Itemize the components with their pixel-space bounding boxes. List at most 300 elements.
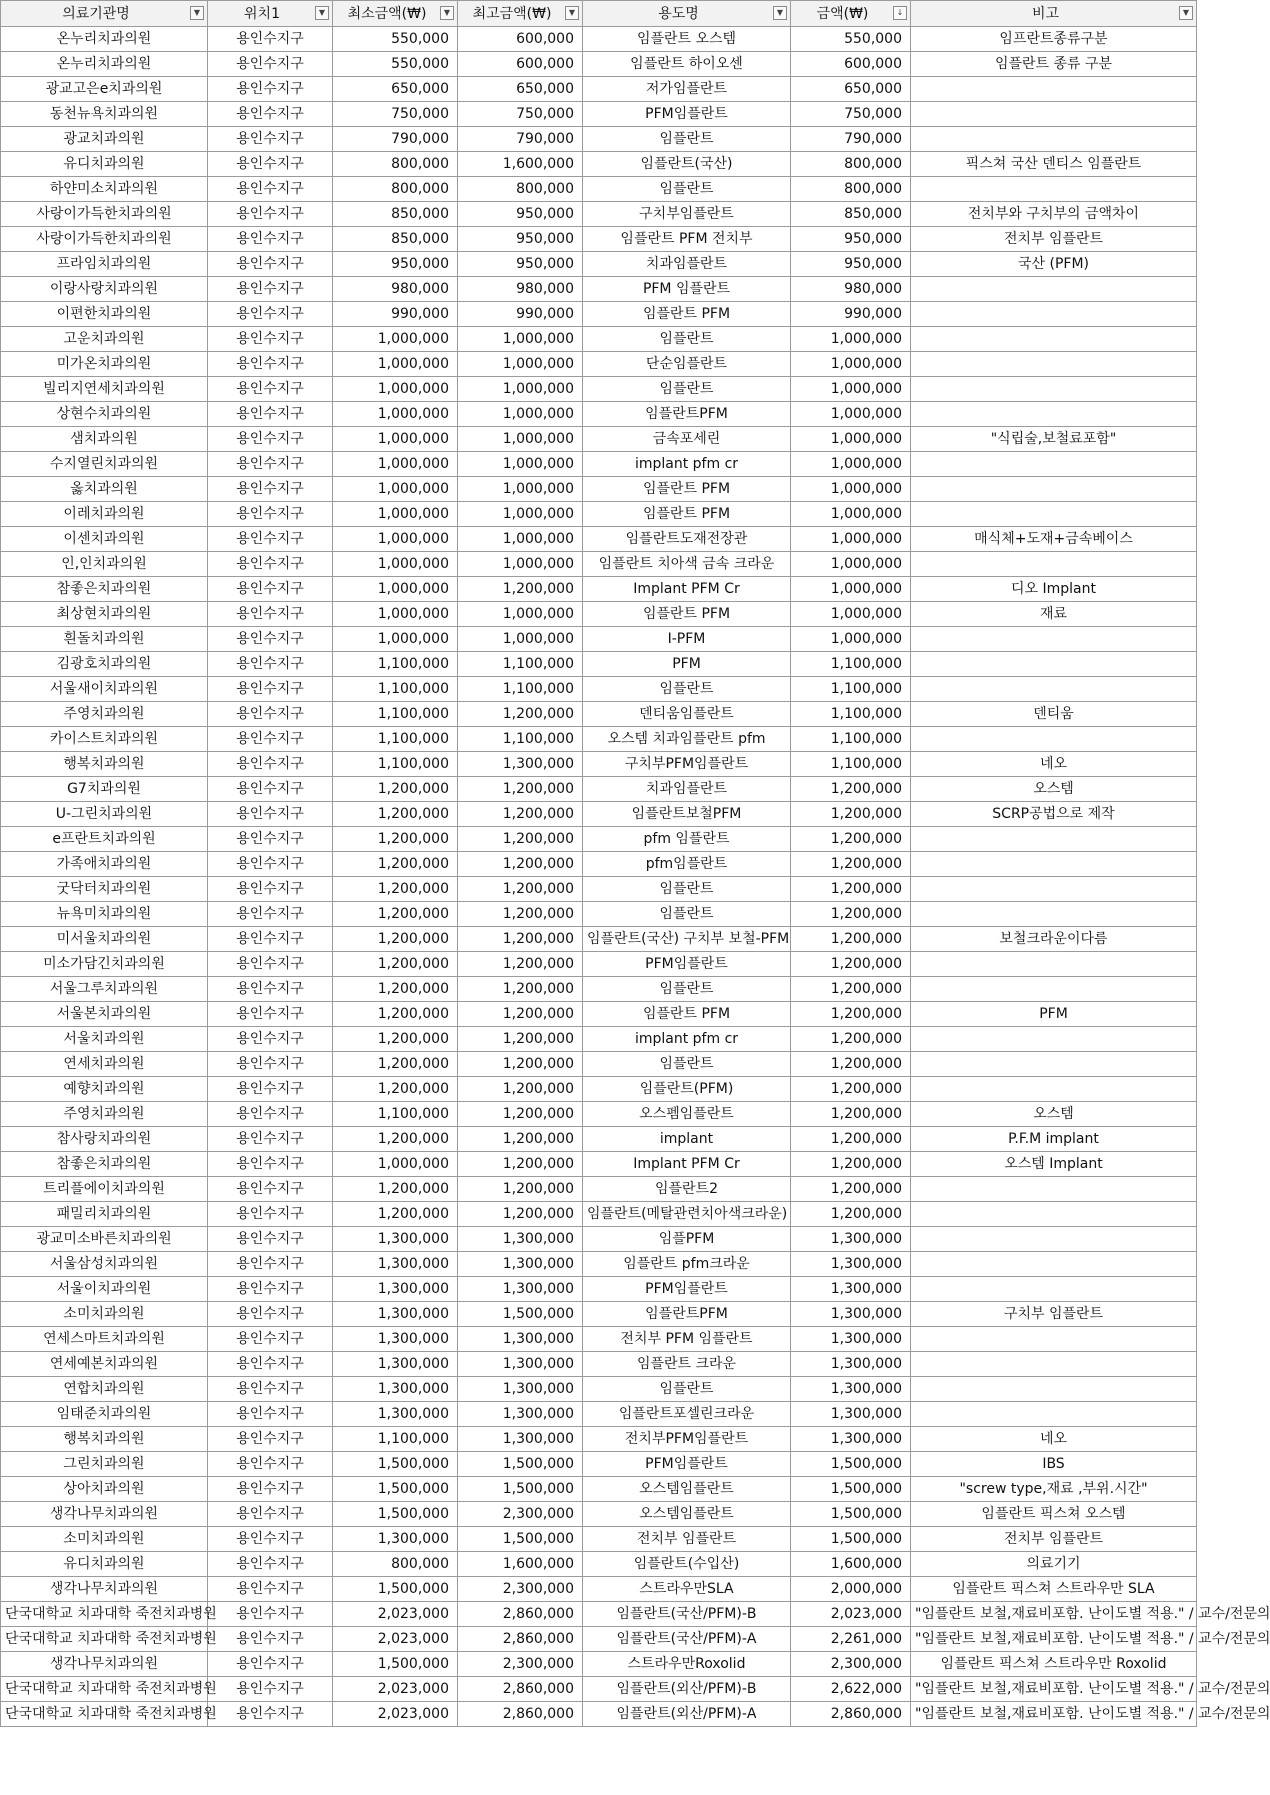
institution-cell[interactable]: 생각나무치과의원 <box>1 1502 208 1527</box>
usage-cell[interactable]: 임플란트 PFM 전치부 <box>583 227 791 252</box>
location-cell[interactable]: 용인수지구 <box>208 577 333 602</box>
location-cell[interactable]: 용인수지구 <box>208 1152 333 1177</box>
max-price-cell[interactable]: 1,000,000 <box>458 502 583 527</box>
min-price-cell[interactable]: 1,200,000 <box>333 1052 458 1077</box>
price-cell[interactable]: 1,300,000 <box>791 1277 911 1302</box>
min-price-cell[interactable]: 1,000,000 <box>333 527 458 552</box>
note-cell[interactable]: 전치부 임플란트 <box>911 227 1197 252</box>
note-cell[interactable]: "임플란트 보철,재료비포함. 난이도별 적용." / 교수/전문의 <box>911 1702 1197 1727</box>
usage-cell[interactable]: 금속포세린 <box>583 427 791 452</box>
note-cell[interactable]: 임플란트 종류 구분 <box>911 52 1197 77</box>
max-price-cell[interactable]: 1,200,000 <box>458 1102 583 1127</box>
min-price-cell[interactable]: 1,000,000 <box>333 577 458 602</box>
location-cell[interactable]: 용인수지구 <box>208 527 333 552</box>
min-price-cell[interactable]: 1,000,000 <box>333 552 458 577</box>
min-price-cell[interactable]: 1,100,000 <box>333 727 458 752</box>
min-price-cell[interactable]: 1,300,000 <box>333 1227 458 1252</box>
max-price-cell[interactable]: 1,000,000 <box>458 402 583 427</box>
min-price-cell[interactable]: 1,100,000 <box>333 1427 458 1452</box>
location-cell[interactable]: 용인수지구 <box>208 977 333 1002</box>
header-usage[interactable] <box>583 1 791 27</box>
institution-cell[interactable]: 동천뉴욕치과의원 <box>1 102 208 127</box>
location-cell[interactable]: 용인수지구 <box>208 1277 333 1302</box>
min-price-cell[interactable]: 1,000,000 <box>333 427 458 452</box>
max-price-cell[interactable]: 1,500,000 <box>458 1452 583 1477</box>
usage-cell[interactable]: 임플란트(외산/PFM)-B <box>583 1677 791 1702</box>
note-cell[interactable]: 국산 (PFM) <box>911 252 1197 277</box>
max-price-cell[interactable]: 800,000 <box>458 177 583 202</box>
max-price-cell[interactable]: 1,200,000 <box>458 827 583 852</box>
usage-cell[interactable]: pfm임플란트 <box>583 852 791 877</box>
usage-cell[interactable]: 구치부PFM임플란트 <box>583 752 791 777</box>
note-cell[interactable] <box>911 177 1197 202</box>
price-cell[interactable]: 800,000 <box>791 152 911 177</box>
price-cell[interactable]: 1,200,000 <box>791 977 911 1002</box>
location-cell[interactable]: 용인수지구 <box>208 777 333 802</box>
max-price-cell[interactable]: 980,000 <box>458 277 583 302</box>
location-cell[interactable]: 용인수지구 <box>208 1502 333 1527</box>
location-cell[interactable]: 용인수지구 <box>208 1177 333 1202</box>
location-cell[interactable]: 용인수지구 <box>208 1477 333 1502</box>
institution-cell[interactable]: 생각나무치과의원 <box>1 1652 208 1677</box>
institution-cell[interactable]: 서울그루치과의원 <box>1 977 208 1002</box>
header-price[interactable] <box>791 1 911 27</box>
location-cell[interactable]: 용인수지구 <box>208 1302 333 1327</box>
max-price-cell[interactable]: 1,000,000 <box>458 352 583 377</box>
usage-cell[interactable]: 오스템임플란트 <box>583 1477 791 1502</box>
max-price-cell[interactable]: 1,200,000 <box>458 977 583 1002</box>
note-cell[interactable] <box>911 952 1197 977</box>
price-cell[interactable]: 2,261,000 <box>791 1627 911 1652</box>
max-price-cell[interactable]: 1,300,000 <box>458 1402 583 1427</box>
location-cell[interactable]: 용인수지구 <box>208 727 333 752</box>
max-price-cell[interactable]: 2,860,000 <box>458 1677 583 1702</box>
location-cell[interactable]: 용인수지구 <box>208 877 333 902</box>
note-cell[interactable] <box>911 127 1197 152</box>
usage-cell[interactable]: 단순임플란트 <box>583 352 791 377</box>
institution-cell[interactable]: 연세예본치과의원 <box>1 1352 208 1377</box>
institution-cell[interactable]: 단국대학교 치과대학 죽전치과병원 <box>1 1627 208 1652</box>
price-cell[interactable]: 1,100,000 <box>791 677 911 702</box>
usage-cell[interactable]: 오스펨임플란트 <box>583 1102 791 1127</box>
price-cell[interactable]: 1,300,000 <box>791 1352 911 1377</box>
min-price-cell[interactable]: 1,200,000 <box>333 977 458 1002</box>
usage-cell[interactable]: 임플란트(국산) 구치부 보철-PFM <box>583 927 791 952</box>
institution-cell[interactable]: 광교미소바른치과의원 <box>1 1227 208 1252</box>
institution-cell[interactable]: e프란트치과의원 <box>1 827 208 852</box>
max-price-cell[interactable]: 1,200,000 <box>458 1202 583 1227</box>
location-cell[interactable]: 용인수지구 <box>208 1002 333 1027</box>
price-cell[interactable]: 2,023,000 <box>791 1602 911 1627</box>
usage-cell[interactable]: 치과임플란트 <box>583 777 791 802</box>
price-cell[interactable]: 1,000,000 <box>791 402 911 427</box>
note-cell[interactable] <box>911 852 1197 877</box>
min-price-cell[interactable]: 1,200,000 <box>333 827 458 852</box>
usage-cell[interactable]: 스트라우만Roxolid <box>583 1652 791 1677</box>
max-price-cell[interactable]: 1,300,000 <box>458 1252 583 1277</box>
price-cell[interactable]: 790,000 <box>791 127 911 152</box>
institution-cell[interactable]: 참좋은치과의원 <box>1 577 208 602</box>
location-cell[interactable]: 용인수지구 <box>208 1677 333 1702</box>
note-cell[interactable] <box>911 402 1197 427</box>
usage-cell[interactable]: PFM임플란트 <box>583 952 791 977</box>
max-price-cell[interactable]: 1,200,000 <box>458 927 583 952</box>
usage-cell[interactable]: 임플란트 <box>583 902 791 927</box>
price-cell[interactable]: 2,000,000 <box>791 1577 911 1602</box>
institution-cell[interactable]: 연세치과의원 <box>1 1052 208 1077</box>
location-cell[interactable]: 용인수지구 <box>208 752 333 777</box>
location-cell[interactable]: 용인수지구 <box>208 1702 333 1727</box>
price-cell[interactable]: 1,200,000 <box>791 827 911 852</box>
institution-cell[interactable]: 최상현치과의원 <box>1 602 208 627</box>
institution-cell[interactable]: 상현수치과의원 <box>1 402 208 427</box>
price-cell[interactable]: 1,500,000 <box>791 1527 911 1552</box>
max-price-cell[interactable]: 1,300,000 <box>458 1427 583 1452</box>
usage-cell[interactable]: Implant PFM Cr <box>583 577 791 602</box>
min-price-cell[interactable]: 850,000 <box>333 227 458 252</box>
location-cell[interactable]: 용인수지구 <box>208 1202 333 1227</box>
price-cell[interactable]: 1,300,000 <box>791 1427 911 1452</box>
price-cell[interactable]: 600,000 <box>791 52 911 77</box>
max-price-cell[interactable]: 1,300,000 <box>458 1377 583 1402</box>
institution-cell[interactable]: 김광호치과의원 <box>1 652 208 677</box>
max-price-cell[interactable]: 1,200,000 <box>458 1027 583 1052</box>
header-institution[interactable] <box>1 1 208 27</box>
note-cell[interactable] <box>911 352 1197 377</box>
usage-cell[interactable]: 치과임플란트 <box>583 252 791 277</box>
usage-cell[interactable]: 임플란트 오스템 <box>583 27 791 52</box>
usage-cell[interactable]: 임플란트(메탈관련치아색크라운) <box>583 1202 791 1227</box>
institution-cell[interactable]: 주영치과의원 <box>1 1102 208 1127</box>
price-cell[interactable]: 1,200,000 <box>791 852 911 877</box>
max-price-cell[interactable]: 1,000,000 <box>458 452 583 477</box>
note-cell[interactable]: 픽스쳐 국산 덴티스 임플란트 <box>911 152 1197 177</box>
min-price-cell[interactable]: 1,300,000 <box>333 1277 458 1302</box>
institution-cell[interactable]: 유디치과의원 <box>1 152 208 177</box>
min-price-cell[interactable]: 1,000,000 <box>333 352 458 377</box>
note-cell[interactable] <box>911 977 1197 1002</box>
price-cell[interactable]: 750,000 <box>791 102 911 127</box>
note-cell[interactable]: 임플란트 픽스쳐 스트라우만 SLA <box>911 1577 1197 1602</box>
location-cell[interactable]: 용인수지구 <box>208 702 333 727</box>
usage-cell[interactable]: 임플란트도재전장관 <box>583 527 791 552</box>
institution-cell[interactable]: 뉴욕미치과의원 <box>1 902 208 927</box>
max-price-cell[interactable]: 1,000,000 <box>458 327 583 352</box>
min-price-cell[interactable]: 1,000,000 <box>333 402 458 427</box>
min-price-cell[interactable]: 1,500,000 <box>333 1577 458 1602</box>
note-cell[interactable]: 매식체+도재+금속베이스 <box>911 527 1197 552</box>
usage-cell[interactable]: 오스템임플란트 <box>583 1502 791 1527</box>
institution-cell[interactable]: 인,인치과의원 <box>1 552 208 577</box>
price-cell[interactable]: 1,300,000 <box>791 1302 911 1327</box>
min-price-cell[interactable]: 1,100,000 <box>333 652 458 677</box>
usage-cell[interactable]: 임플란트 <box>583 877 791 902</box>
usage-cell[interactable]: 임플란트 PFM <box>583 302 791 327</box>
institution-cell[interactable]: 굿닥터치과의원 <box>1 877 208 902</box>
location-cell[interactable]: 용인수지구 <box>208 452 333 477</box>
location-cell[interactable]: 용인수지구 <box>208 327 333 352</box>
note-cell[interactable] <box>911 552 1197 577</box>
price-cell[interactable]: 1,000,000 <box>791 477 911 502</box>
note-cell[interactable]: "임플란트 보철,재료비포함. 난이도별 적용." / 교수/전문의 <box>911 1602 1197 1627</box>
usage-cell[interactable]: 저가임플란트 <box>583 77 791 102</box>
location-cell[interactable]: 용인수지구 <box>208 1077 333 1102</box>
institution-cell[interactable]: 프라임치과의원 <box>1 252 208 277</box>
location-cell[interactable]: 용인수지구 <box>208 127 333 152</box>
min-price-cell[interactable]: 1,000,000 <box>333 502 458 527</box>
usage-cell[interactable]: 임플란트 치아색 금속 크라운 <box>583 552 791 577</box>
location-cell[interactable]: 용인수지구 <box>208 1027 333 1052</box>
min-price-cell[interactable]: 850,000 <box>333 202 458 227</box>
note-cell[interactable] <box>911 1252 1197 1277</box>
price-cell[interactable]: 1,600,000 <box>791 1552 911 1577</box>
price-cell[interactable]: 1,200,000 <box>791 902 911 927</box>
max-price-cell[interactable]: 2,860,000 <box>458 1602 583 1627</box>
usage-cell[interactable]: 전치부 PFM 임플란트 <box>583 1327 791 1352</box>
institution-cell[interactable]: 하얀미소치과의원 <box>1 177 208 202</box>
usage-cell[interactable]: 전치부 임플란트 <box>583 1527 791 1552</box>
max-price-cell[interactable]: 1,300,000 <box>458 1227 583 1252</box>
max-price-cell[interactable]: 1,200,000 <box>458 1077 583 1102</box>
min-price-cell[interactable]: 1,200,000 <box>333 1077 458 1102</box>
price-cell[interactable]: 1,200,000 <box>791 952 911 977</box>
usage-cell[interactable]: 임플란트 PFM <box>583 502 791 527</box>
institution-cell[interactable]: 생각나무치과의원 <box>1 1577 208 1602</box>
max-price-cell[interactable]: 790,000 <box>458 127 583 152</box>
location-cell[interactable]: 용인수지구 <box>208 252 333 277</box>
filter-dropdown-icon[interactable]: ▼ <box>315 6 329 20</box>
location-cell[interactable]: 용인수지구 <box>208 27 333 52</box>
usage-cell[interactable]: PFM임플란트 <box>583 1277 791 1302</box>
price-cell[interactable]: 800,000 <box>791 177 911 202</box>
filter-dropdown-icon[interactable]: ▼ <box>565 6 579 20</box>
max-price-cell[interactable]: 1,200,000 <box>458 1127 583 1152</box>
location-cell[interactable]: 용인수지구 <box>208 1252 333 1277</box>
price-cell[interactable]: 1,200,000 <box>791 1027 911 1052</box>
max-price-cell[interactable]: 1,200,000 <box>458 577 583 602</box>
max-price-cell[interactable]: 1,300,000 <box>458 1277 583 1302</box>
min-price-cell[interactable]: 1,300,000 <box>333 1402 458 1427</box>
max-price-cell[interactable]: 2,300,000 <box>458 1577 583 1602</box>
usage-cell[interactable]: 임플란트 크라운 <box>583 1352 791 1377</box>
usage-cell[interactable]: 덴티움임플란트 <box>583 702 791 727</box>
location-cell[interactable]: 용인수지구 <box>208 1602 333 1627</box>
price-cell[interactable]: 1,500,000 <box>791 1502 911 1527</box>
min-price-cell[interactable]: 1,200,000 <box>333 1202 458 1227</box>
min-price-cell[interactable]: 800,000 <box>333 152 458 177</box>
location-cell[interactable]: 용인수지구 <box>208 502 333 527</box>
usage-cell[interactable]: 임플란트PFM <box>583 402 791 427</box>
location-cell[interactable]: 용인수지구 <box>208 177 333 202</box>
price-cell[interactable]: 2,860,000 <box>791 1702 911 1727</box>
usage-cell[interactable]: 임플란트 <box>583 177 791 202</box>
location-cell[interactable]: 용인수지구 <box>208 677 333 702</box>
note-cell[interactable] <box>911 1027 1197 1052</box>
min-price-cell[interactable]: 1,000,000 <box>333 602 458 627</box>
note-cell[interactable]: 오스템 Implant <box>911 1152 1197 1177</box>
price-cell[interactable]: 1,300,000 <box>791 1402 911 1427</box>
max-price-cell[interactable]: 1,500,000 <box>458 1477 583 1502</box>
usage-cell[interactable]: 임플란트 <box>583 327 791 352</box>
institution-cell[interactable]: 서울본치과의원 <box>1 1002 208 1027</box>
note-cell[interactable]: 임프란트종류구분 <box>911 27 1197 52</box>
usage-cell[interactable]: PFM <box>583 652 791 677</box>
usage-cell[interactable]: 임플란트 PFM <box>583 602 791 627</box>
note-cell[interactable]: PFM <box>911 1002 1197 1027</box>
price-cell[interactable]: 1,000,000 <box>791 577 911 602</box>
institution-cell[interactable]: 옳치과의원 <box>1 477 208 502</box>
max-price-cell[interactable]: 1,200,000 <box>458 1177 583 1202</box>
note-cell[interactable]: "임플란트 보철,재료비포함. 난이도별 적용." / 교수/전문의 <box>911 1677 1197 1702</box>
institution-cell[interactable]: 유디치과의원 <box>1 1552 208 1577</box>
price-cell[interactable]: 850,000 <box>791 202 911 227</box>
price-cell[interactable]: 650,000 <box>791 77 911 102</box>
note-cell[interactable] <box>911 1377 1197 1402</box>
institution-cell[interactable]: 흰돌치과의원 <box>1 627 208 652</box>
min-price-cell[interactable]: 800,000 <box>333 1552 458 1577</box>
institution-cell[interactable]: 트리플에이치과의원 <box>1 1177 208 1202</box>
min-price-cell[interactable]: 550,000 <box>333 52 458 77</box>
min-price-cell[interactable]: 1,100,000 <box>333 677 458 702</box>
max-price-cell[interactable]: 1,200,000 <box>458 852 583 877</box>
note-cell[interactable]: 네오 <box>911 1427 1197 1452</box>
price-cell[interactable]: 980,000 <box>791 277 911 302</box>
min-price-cell[interactable]: 1,300,000 <box>333 1302 458 1327</box>
note-cell[interactable] <box>911 477 1197 502</box>
usage-cell[interactable]: PFM임플란트 <box>583 1452 791 1477</box>
price-cell[interactable]: 2,622,000 <box>791 1677 911 1702</box>
institution-cell[interactable]: 예향치과의원 <box>1 1077 208 1102</box>
max-price-cell[interactable]: 1,000,000 <box>458 477 583 502</box>
institution-cell[interactable]: 행복치과의원 <box>1 1427 208 1452</box>
header-min-price[interactable] <box>333 1 458 27</box>
usage-cell[interactable]: 임플란트(외산/PFM)-A <box>583 1702 791 1727</box>
max-price-cell[interactable]: 1,500,000 <box>458 1302 583 1327</box>
min-price-cell[interactable]: 2,023,000 <box>333 1702 458 1727</box>
usage-cell[interactable]: 임플란트 pfm크라운 <box>583 1252 791 1277</box>
min-price-cell[interactable]: 1,000,000 <box>333 627 458 652</box>
note-cell[interactable]: 전치부 임플란트 <box>911 1527 1197 1552</box>
note-cell[interactable] <box>911 1402 1197 1427</box>
institution-cell[interactable]: 서울치과의원 <box>1 1027 208 1052</box>
usage-cell[interactable]: 임플PFM <box>583 1227 791 1252</box>
institution-cell[interactable]: 사랑이가득한치과의원 <box>1 227 208 252</box>
note-cell[interactable] <box>911 1227 1197 1252</box>
note-cell[interactable] <box>911 77 1197 102</box>
min-price-cell[interactable]: 1,300,000 <box>333 1327 458 1352</box>
institution-cell[interactable]: 이랑사랑치과의원 <box>1 277 208 302</box>
note-cell[interactable]: 구치부 임플란트 <box>911 1302 1197 1327</box>
min-price-cell[interactable]: 1,200,000 <box>333 927 458 952</box>
note-cell[interactable]: 네오 <box>911 752 1197 777</box>
min-price-cell[interactable]: 1,200,000 <box>333 1027 458 1052</box>
location-cell[interactable]: 용인수지구 <box>208 352 333 377</box>
location-cell[interactable]: 용인수지구 <box>208 1552 333 1577</box>
institution-cell[interactable]: 소미치과의원 <box>1 1527 208 1552</box>
note-cell[interactable]: 덴티움 <box>911 702 1197 727</box>
price-cell[interactable]: 1,300,000 <box>791 1252 911 1277</box>
usage-cell[interactable]: 임플란트 <box>583 977 791 1002</box>
max-price-cell[interactable]: 600,000 <box>458 52 583 77</box>
institution-cell[interactable]: 주영치과의원 <box>1 702 208 727</box>
usage-cell[interactable]: 임플란트 <box>583 127 791 152</box>
price-cell[interactable]: 1,200,000 <box>791 1202 911 1227</box>
location-cell[interactable]: 용인수지구 <box>208 1052 333 1077</box>
institution-cell[interactable]: 수지열린치과의원 <box>1 452 208 477</box>
location-cell[interactable]: 용인수지구 <box>208 602 333 627</box>
max-price-cell[interactable]: 1,000,000 <box>458 377 583 402</box>
price-cell[interactable]: 1,200,000 <box>791 1177 911 1202</box>
usage-cell[interactable]: pfm 임플란트 <box>583 827 791 852</box>
max-price-cell[interactable]: 1,300,000 <box>458 1352 583 1377</box>
note-cell[interactable] <box>911 1177 1197 1202</box>
price-cell[interactable]: 1,200,000 <box>791 1102 911 1127</box>
min-price-cell[interactable]: 1,000,000 <box>333 327 458 352</box>
location-cell[interactable]: 용인수지구 <box>208 1577 333 1602</box>
note-cell[interactable] <box>911 327 1197 352</box>
usage-cell[interactable]: 임플란트포셀린크라운 <box>583 1402 791 1427</box>
price-cell[interactable]: 1,200,000 <box>791 1077 911 1102</box>
min-price-cell[interactable]: 1,500,000 <box>333 1452 458 1477</box>
min-price-cell[interactable]: 1,100,000 <box>333 702 458 727</box>
min-price-cell[interactable]: 1,000,000 <box>333 1152 458 1177</box>
min-price-cell[interactable]: 790,000 <box>333 127 458 152</box>
header-location[interactable] <box>208 1 333 27</box>
note-cell[interactable] <box>911 502 1197 527</box>
min-price-cell[interactable]: 1,300,000 <box>333 1527 458 1552</box>
price-cell[interactable]: 1,200,000 <box>791 777 911 802</box>
institution-cell[interactable]: 단국대학교 치과대학 죽전치과병원 <box>1 1602 208 1627</box>
institution-cell[interactable]: 미가온치과의원 <box>1 352 208 377</box>
location-cell[interactable]: 용인수지구 <box>208 1102 333 1127</box>
max-price-cell[interactable]: 1,000,000 <box>458 527 583 552</box>
usage-cell[interactable]: 구치부임플란트 <box>583 202 791 227</box>
note-cell[interactable]: 재료 <box>911 602 1197 627</box>
filter-dropdown-icon[interactable]: ▼ <box>1179 6 1193 20</box>
min-price-cell[interactable]: 1,200,000 <box>333 1127 458 1152</box>
usage-cell[interactable]: 임플란트2 <box>583 1177 791 1202</box>
note-cell[interactable] <box>911 1077 1197 1102</box>
price-cell[interactable]: 550,000 <box>791 27 911 52</box>
location-cell[interactable]: 용인수지구 <box>208 277 333 302</box>
max-price-cell[interactable]: 1,000,000 <box>458 552 583 577</box>
note-cell[interactable] <box>911 377 1197 402</box>
max-price-cell[interactable]: 2,300,000 <box>458 1652 583 1677</box>
location-cell[interactable]: 용인수지구 <box>208 902 333 927</box>
usage-cell[interactable]: I-PFM <box>583 627 791 652</box>
usage-cell[interactable]: 임플란트 PFM <box>583 477 791 502</box>
usage-cell[interactable]: 임플란트(수입산) <box>583 1552 791 1577</box>
institution-cell[interactable]: 사랑이가득한치과의원 <box>1 202 208 227</box>
price-cell[interactable]: 1,100,000 <box>791 652 911 677</box>
max-price-cell[interactable]: 1,000,000 <box>458 627 583 652</box>
price-cell[interactable]: 1,200,000 <box>791 1152 911 1177</box>
note-cell[interactable]: 디오 Implant <box>911 577 1197 602</box>
usage-cell[interactable]: 임플란트 <box>583 1377 791 1402</box>
price-cell[interactable]: 1,000,000 <box>791 427 911 452</box>
location-cell[interactable]: 용인수지구 <box>208 627 333 652</box>
price-cell[interactable]: 1,200,000 <box>791 877 911 902</box>
note-cell[interactable]: 보철크라운이다름 <box>911 927 1197 952</box>
location-cell[interactable]: 용인수지구 <box>208 427 333 452</box>
max-price-cell[interactable]: 990,000 <box>458 302 583 327</box>
location-cell[interactable]: 용인수지구 <box>208 102 333 127</box>
sort-filter-icon[interactable]: ↓ <box>893 6 907 20</box>
note-cell[interactable]: IBS <box>911 1452 1197 1477</box>
price-cell[interactable]: 1,200,000 <box>791 1002 911 1027</box>
max-price-cell[interactable]: 1,600,000 <box>458 1552 583 1577</box>
min-price-cell[interactable]: 1,200,000 <box>333 1002 458 1027</box>
